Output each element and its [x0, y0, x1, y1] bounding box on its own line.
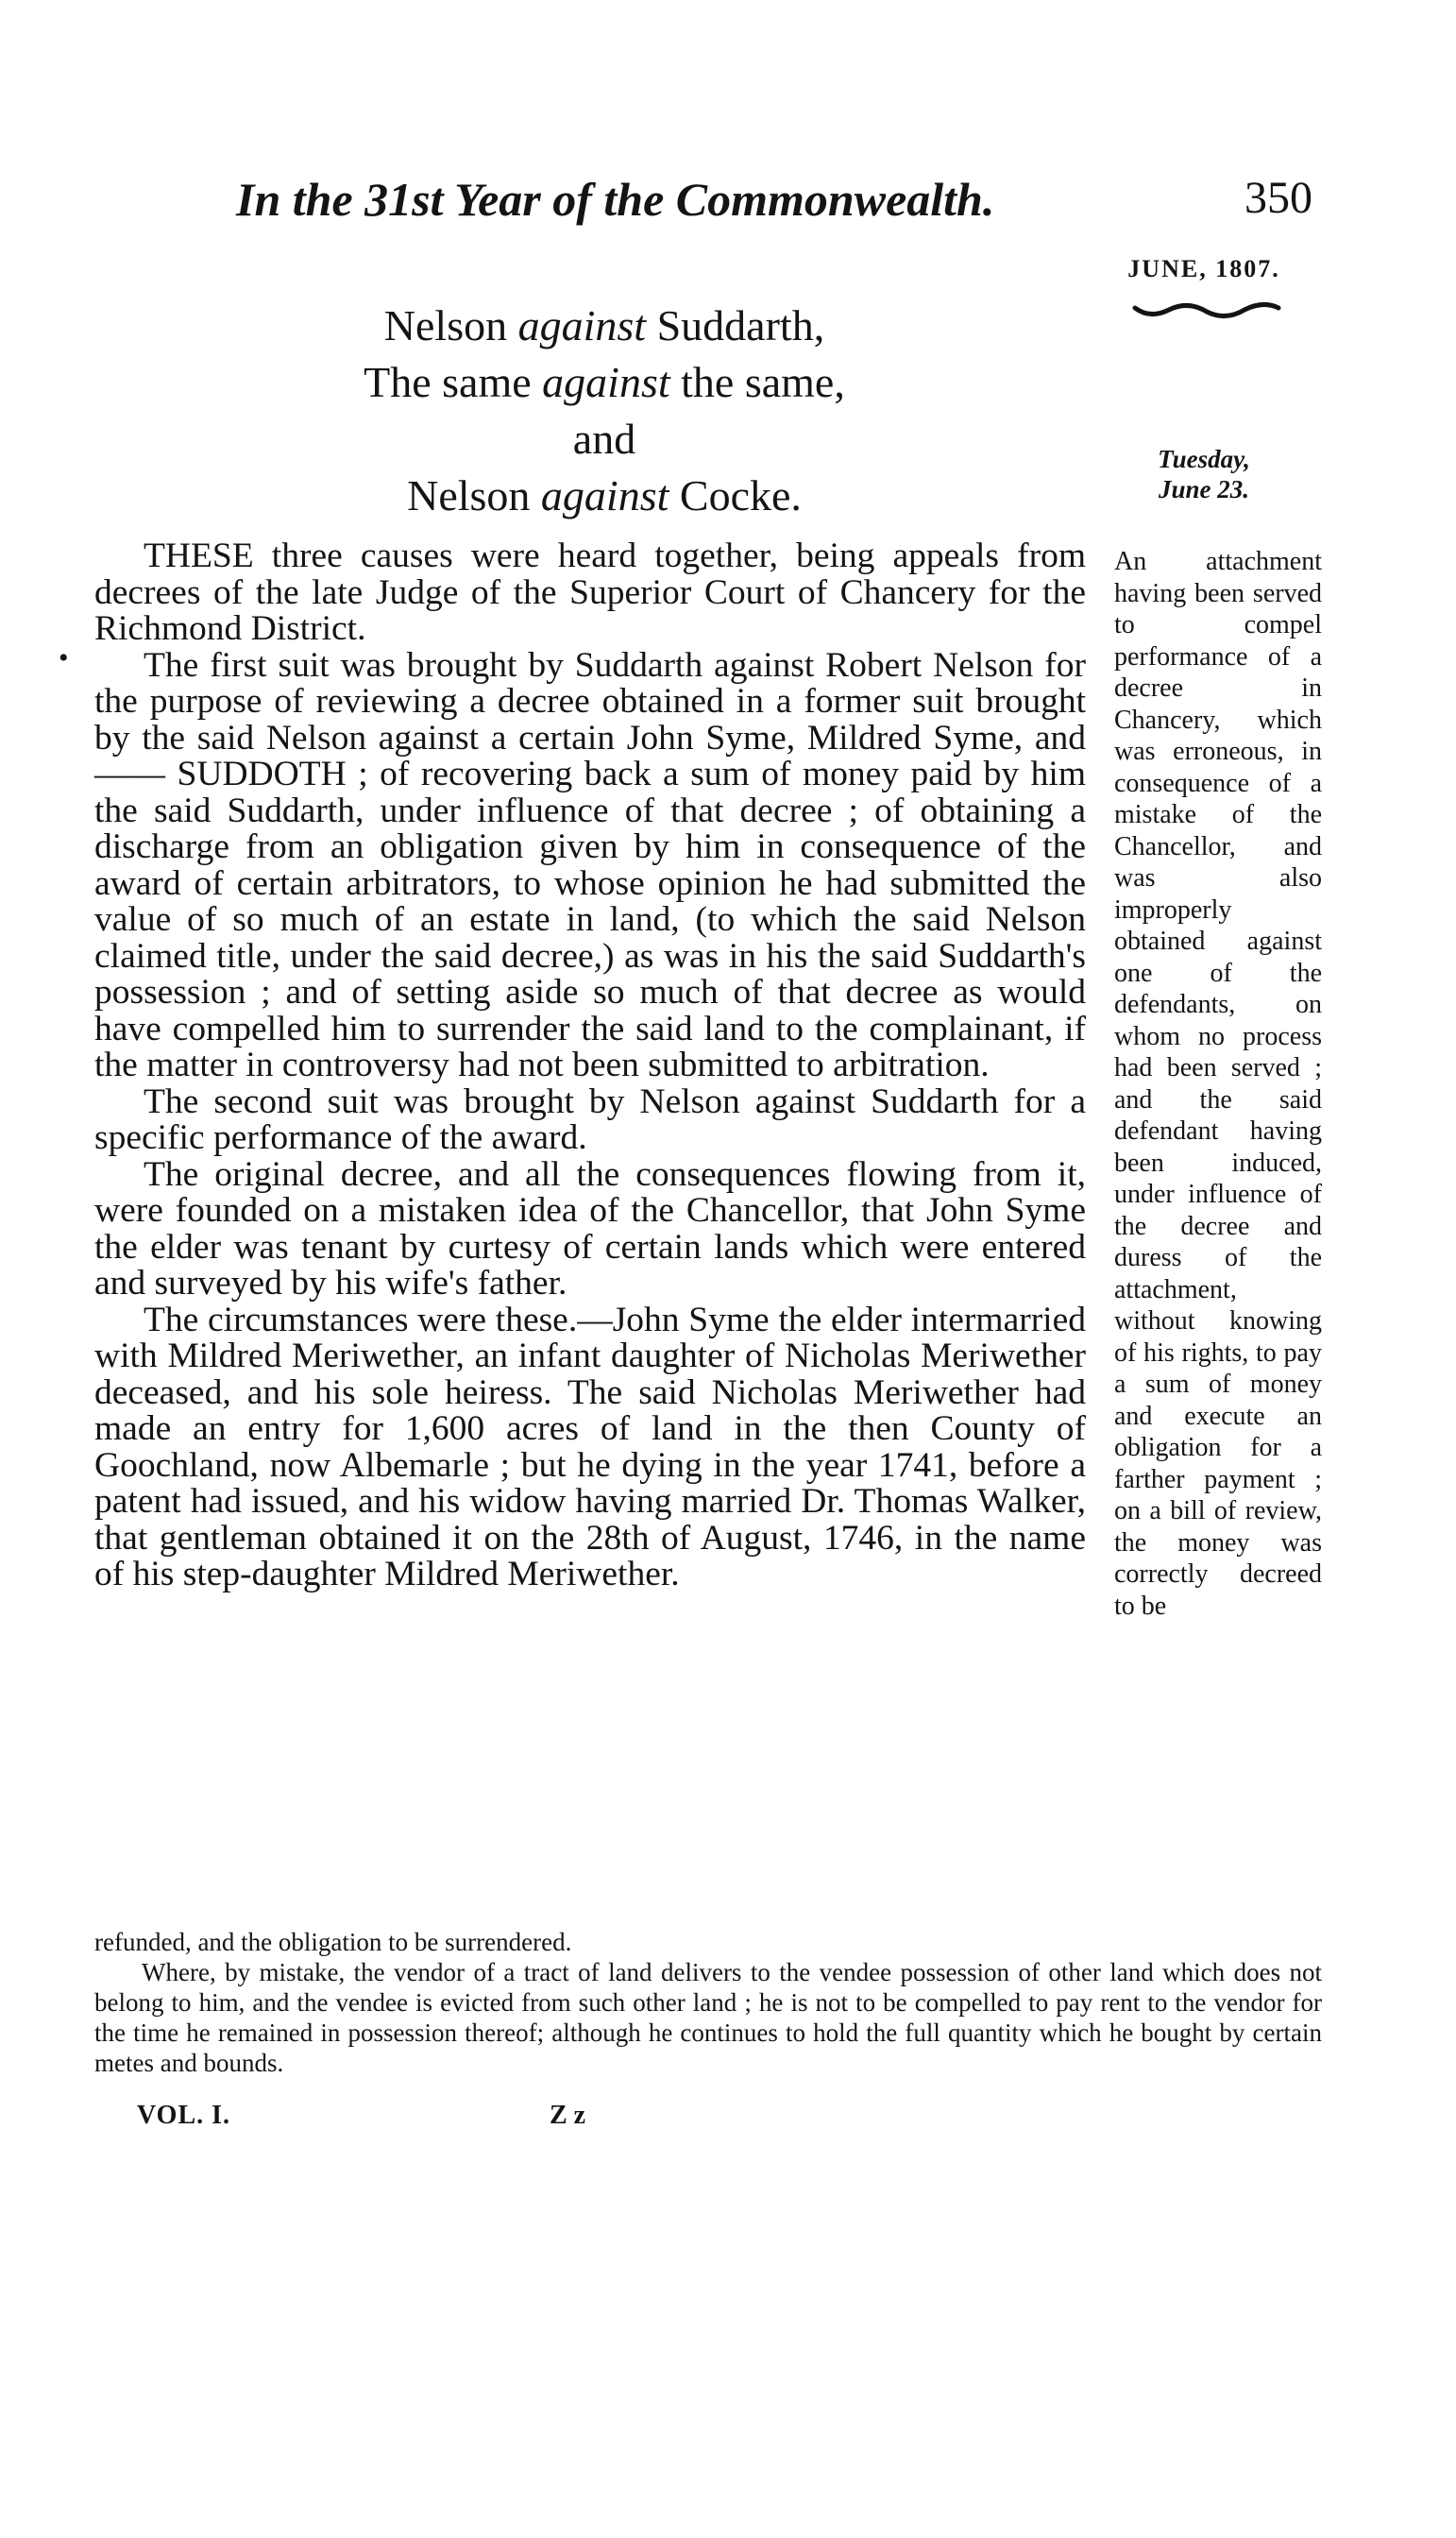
- page-number: 350: [1244, 173, 1312, 223]
- margin-day-date: June 23.: [1158, 475, 1250, 503]
- swash-ornament-icon: [1131, 298, 1282, 321]
- margin-day: [1124, 444, 1284, 504]
- marginal-note: An attachment having been served to compel performance of a decree in Chancery, which was erroneous, in consequence of a mistake of the Chancellor, and was also improperly obtained against one of the defendants, on whom no process had been served ; and the said defendant having been induced, under influence of the decree and duress of the attachment, without knowing of his rights, to pay a sum of money and execute an obligation for a farther payment ; on a bill of review, the money was correctly decreed to be: [1114, 547, 1322, 1621]
- title-line-2: The same against the same,: [364, 358, 845, 406]
- paragraph-2: The first suit was brought by Suddarth against Robert Nelson for the purpose of reviewing a decree obtained in a former suit brought by the said Nelson against a certain John Syme, Mildred Syme, and —— SUDDOTH ; of recovering back a sum of money paid by him the said Suddarth, under influence of that decree ; of obtaining a discharge from an obligation given by him in consequence of the award of certain arbitrators, to whose opinion he had submitted the value of so much of an estate in land, (to which the said Nelson claimed title, under the said decree,) as was in his the said Suddarth's possession ; and of setting aside so much of that decree as would have compelled him to surrender the said land to the complainant, if the matter in controversy had not been submitted to arbitration.: [94, 645, 1086, 1084]
- footnote-continuation: refunded, and the obligation to be surrendered.: [94, 1928, 572, 1956]
- case-title: [283, 298, 925, 524]
- footnotes: [94, 1927, 1322, 2078]
- margin-dot: •: [59, 642, 69, 673]
- paragraph-3: The second suit was brought by Nelson against Suddarth for a specific performance of the award.: [94, 1082, 1086, 1157]
- margin-date: JUNE, 1807.: [1127, 255, 1280, 282]
- paragraph-4: The original decree, and all the consequences flowing from it, were founded on a mistaken idea of the Chancellor, that John Syme the elder was tenant by curtesy of certain lands which were entered and surveyed by his wife's father.: [94, 1154, 1086, 1303]
- running-head: In the 31st Year of the Commonwealth.: [236, 173, 995, 226]
- signature-mark: Z z: [550, 2101, 586, 2130]
- paragraph-1: THESE three causes were heard together, being appeals from decrees of the late Judge of the Superior Court of Chancery for the Richmond District.: [94, 537, 1086, 648]
- page-header: [151, 172, 1312, 238]
- volume-label: VOL. I.: [137, 2101, 231, 2130]
- footnote-second: Where, by mistake, the vendor of a tract of land delivers to the vendee possession of other land which does not belong to him, and the vendee is evicted from such other land ; he is not to be compelled to pay rent to the vendor for the time he remained in possession thereof; although he continues to hold the full quantity which he bought by certain metes and bounds.: [94, 1958, 1322, 2077]
- title-line-1: Nelson against Suddarth,: [383, 301, 825, 349]
- title-line-3: and: [572, 415, 636, 463]
- page-footer: [137, 2101, 892, 2138]
- body-text: [94, 538, 1086, 1593]
- paragraph-5: The circumstances were these.—John Syme the elder intermarried with Mildred Meriwether, an infant daughter of Nicholas Meriwether deceased, and his sole heiress. The said Nicholas Meriwether had made an entry for 1,600 acres of land in the then County of Goochland, now Albemarle ; but he dying in the year 1741, before a patent had issued, and his widow having married Dr. Thomas Walker, that gentleman obtained it on the 28th of August, 1746, in the name of his step-daughter Mildred Meriwether.: [94, 1300, 1086, 1593]
- title-line-4: Nelson against Cocke.: [407, 471, 802, 520]
- margin-day-weekday: Tuesday,: [1158, 445, 1250, 473]
